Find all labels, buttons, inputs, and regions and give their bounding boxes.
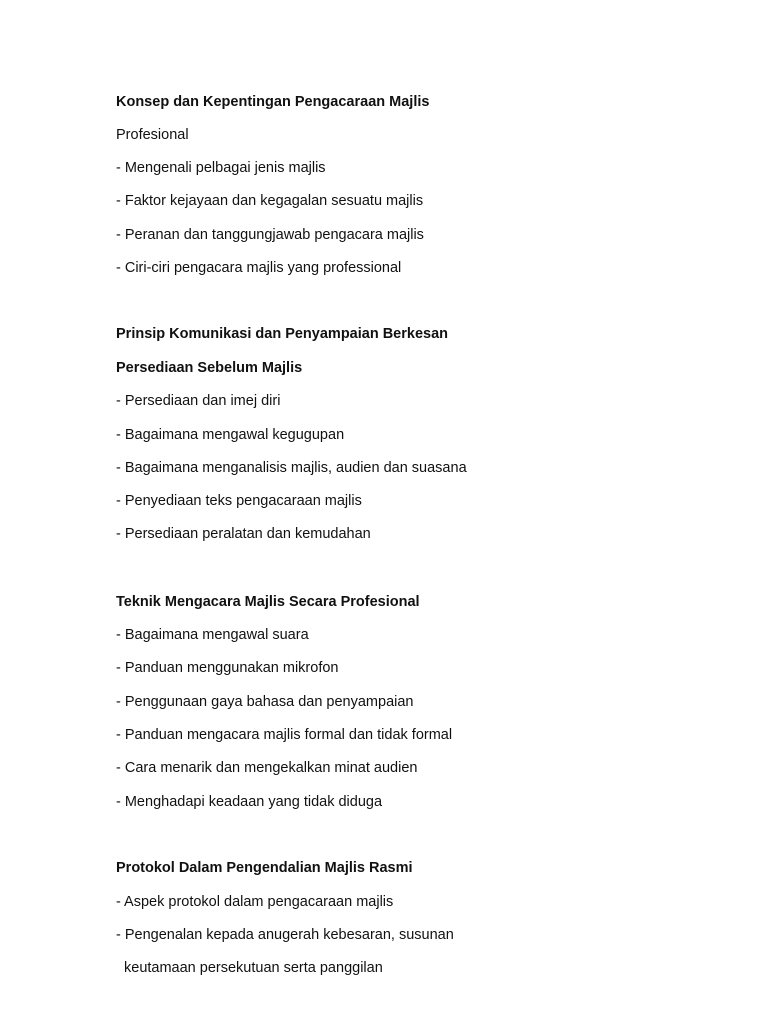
list-item: - Penggunaan gaya bahasa dan penyampaian	[116, 694, 414, 710]
list-item: - Pengenalan kepada anugerah kebesaran, susunan	[116, 927, 454, 943]
section-heading-teknik: Teknik Mengacara Majlis Secara Profesional	[116, 594, 420, 610]
list-item: - Panduan mengacara majlis formal dan tidak formal	[116, 727, 453, 743]
list-item: - Peranan dan tanggungjawab pengacara majlis	[116, 227, 424, 243]
list-item: - Persediaan dan imej diri	[116, 393, 281, 409]
list-item: - Menghadapi keadaan yang tidak diduga	[116, 794, 383, 810]
list-item: - Bagaimana mengawal suara	[116, 627, 309, 643]
section-heading-konsep: Konsep dan Kepentingan Pengacaraan Majlis	[116, 94, 430, 110]
list-item: - Cara menarik dan mengekalkan minat audien	[116, 760, 418, 776]
list-item: - Faktor kejayaan dan kegagalan sesuatu majlis	[116, 193, 424, 209]
list-item: - Ciri-ciri pengacara majlis yang professional	[116, 260, 402, 276]
list-item: - Bagaimana menganalisis majlis, audien dan suasana	[116, 460, 467, 476]
list-item: - Panduan menggunakan mikrofon	[116, 660, 339, 676]
section-heading-protokol: Protokol Dalam Pengendalian Majlis Rasmi	[116, 860, 413, 876]
section-heading-prinsip: Prinsip Komunikasi dan Penyampaian Berkesan	[116, 326, 449, 342]
list-item: - Bagaimana mengawal kegugupan	[116, 427, 345, 443]
section-subtitle-profesional: Profesional	[116, 127, 189, 143]
section-heading-persediaan: Persediaan Sebelum Majlis	[116, 360, 303, 376]
list-item: - Penyediaan teks pengacaraan majlis	[116, 493, 362, 509]
list-item: - Mengenali pelbagai jenis majlis	[116, 160, 326, 176]
list-item: - Persediaan peralatan dan kemudahan	[116, 526, 371, 542]
list-item-continuation: keutamaan persekutuan serta panggilan	[124, 960, 383, 976]
list-item: - Aspek protokol dalam pengacaraan majlis	[116, 894, 394, 910]
